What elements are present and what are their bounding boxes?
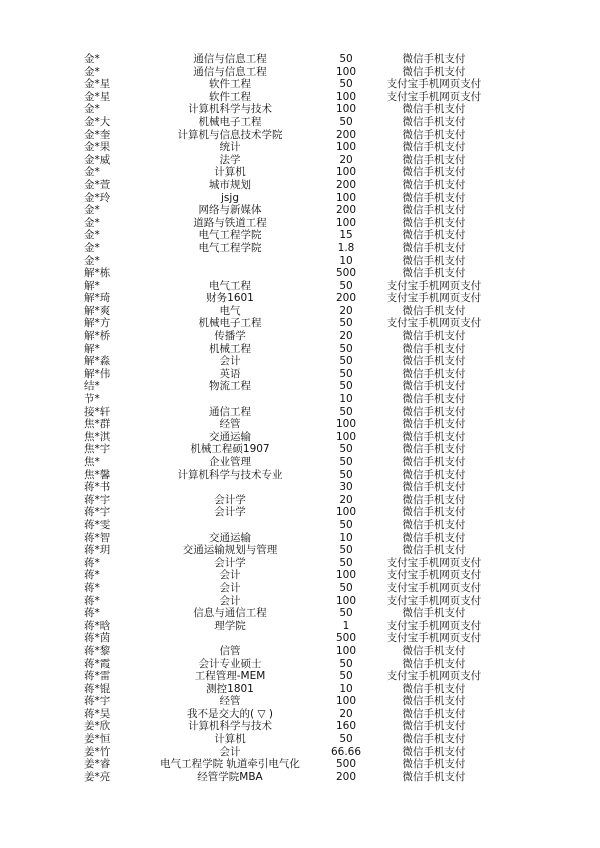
donation-amount: 100 xyxy=(335,65,357,78)
donation-amount: 20 xyxy=(339,304,353,317)
donor-name: 姜*睿 xyxy=(84,758,111,771)
donor-department: 软件工程 xyxy=(209,78,251,91)
payment-method: 微信手机支付 xyxy=(402,191,466,204)
payment-method: 支付宝手机网页支付 xyxy=(386,632,482,645)
list-row xyxy=(0,78,600,91)
list-row xyxy=(0,406,600,419)
list-row xyxy=(0,317,600,330)
donor-department: 经管 xyxy=(219,418,241,431)
payment-method: 微信手机支付 xyxy=(402,758,466,771)
donor-department: 经管 xyxy=(219,695,241,708)
donor-department: 信息与通信工程 xyxy=(193,607,267,620)
donor-department: 交通运输 xyxy=(209,430,251,443)
donor-department: 机械工程 xyxy=(209,342,251,355)
donor-department: 交通运输 xyxy=(209,531,251,544)
list-row xyxy=(0,758,600,771)
donation-amount: 10 xyxy=(339,254,353,267)
donation-amount: 100 xyxy=(335,418,357,431)
donor-name: 解*桥 xyxy=(84,330,111,343)
payment-method: 支付宝手机网页支付 xyxy=(386,670,482,683)
donor-name: 蒋* xyxy=(84,556,100,569)
donor-name: 金*玲 xyxy=(84,191,111,204)
list-row xyxy=(0,368,600,381)
donor-name: 金*大 xyxy=(84,115,111,128)
payment-method: 微信手机支付 xyxy=(402,682,466,695)
payment-method: 微信手机支付 xyxy=(402,330,466,343)
list-row xyxy=(0,129,600,142)
payment-method: 微信手机支付 xyxy=(402,153,466,166)
payment-method: 微信手机支付 xyxy=(402,481,466,494)
donation-amount: 10 xyxy=(339,393,353,406)
payment-method: 微信手机支付 xyxy=(402,443,466,456)
donation-amount: 50 xyxy=(339,581,353,594)
donor-name: 金*威 xyxy=(84,153,111,166)
donor-department: 英语 xyxy=(219,367,241,380)
list-row xyxy=(0,733,600,746)
donor-name: 金* xyxy=(84,166,100,179)
donor-name: 蒋*黎 xyxy=(84,644,111,657)
donor-name: 解* xyxy=(84,342,100,355)
payment-method: 微信手机支付 xyxy=(402,468,466,481)
list-row xyxy=(0,607,600,620)
donor-name: 金*星 xyxy=(84,78,111,91)
donor-name: 焦*馨 xyxy=(84,468,111,481)
donation-amount: 100 xyxy=(335,594,357,607)
list-row xyxy=(0,595,600,608)
list-row xyxy=(0,658,600,671)
donation-amount: 10 xyxy=(339,531,353,544)
donor-department: 电气工程学院 xyxy=(198,241,262,254)
list-row xyxy=(0,532,600,545)
donor-name: 蒋* xyxy=(84,594,100,607)
list-row xyxy=(0,695,600,708)
donor-name: 解*琦 xyxy=(84,292,111,305)
donor-department: 软件工程 xyxy=(209,90,251,103)
donor-name: 蒋*宇 xyxy=(84,493,111,506)
donation-amount: 50 xyxy=(339,456,353,468)
donor-name: 金* xyxy=(84,241,100,254)
donor-department: 机械电子工程 xyxy=(198,115,262,128)
list-row xyxy=(0,267,600,280)
donor-department: 计算机科学与技术专业 xyxy=(177,468,283,481)
donation-amount: 100 xyxy=(335,103,357,116)
payment-method: 微信手机支付 xyxy=(402,405,466,418)
payment-method: 支付宝手机网页支付 xyxy=(386,569,482,582)
payment-method: 微信手机支付 xyxy=(402,128,466,141)
donor-name: 蒋*雯 xyxy=(84,518,111,531)
payment-method: 微信手机支付 xyxy=(402,393,466,406)
donor-name: 金*果 xyxy=(84,141,111,154)
donor-department: 理学院 xyxy=(214,619,246,632)
donor-name: 解*方 xyxy=(84,317,111,330)
payment-method: 微信手机支付 xyxy=(402,733,466,746)
donor-name: 蒋* xyxy=(84,607,100,620)
payment-method: 支付宝手机网页支付 xyxy=(386,317,482,330)
donor-department: 通信工程 xyxy=(209,405,251,418)
donor-department: 城市规划 xyxy=(209,178,251,191)
donor-department: 道路与铁道工程 xyxy=(193,216,267,229)
donor-name: 解* xyxy=(84,279,100,292)
donation-amount: 30 xyxy=(339,481,353,494)
donor-name: 姜*恒 xyxy=(84,733,111,746)
list-row xyxy=(0,632,600,645)
donor-department: 交通运输规划与管理 xyxy=(182,544,278,557)
list-row xyxy=(0,481,600,494)
donor-name: 蒋*茵 xyxy=(84,632,111,645)
donor-department: 会计学 xyxy=(214,506,246,519)
donor-name: 蒋*宇 xyxy=(84,506,111,519)
payment-method: 微信手机支付 xyxy=(402,518,466,531)
list-row xyxy=(0,204,600,217)
payment-method: 微信手机支付 xyxy=(402,493,466,506)
donor-department: 会计 xyxy=(219,581,241,594)
donor-department: 计算机科学与技术 xyxy=(188,720,272,733)
list-row xyxy=(0,645,600,658)
donor-name: 蒋* xyxy=(84,581,100,594)
donor-department: 计算机 xyxy=(214,166,246,179)
donation-amount: 50 xyxy=(339,556,353,569)
donation-amount: 500 xyxy=(335,267,357,280)
donor-name: 蒋*宇 xyxy=(84,695,111,708)
donor-name: 金*萱 xyxy=(84,178,111,191)
payment-method: 微信手机支付 xyxy=(402,544,466,557)
list-row xyxy=(0,343,600,356)
list-row xyxy=(0,355,600,368)
donor-name: 蒋*书 xyxy=(84,481,111,494)
list-row xyxy=(0,229,600,242)
donor-name: 焦*群 xyxy=(84,418,111,431)
donor-department: 会计 xyxy=(219,745,241,758)
list-row xyxy=(0,280,600,293)
payment-method: 微信手机支付 xyxy=(402,657,466,670)
donor-department: 会计 xyxy=(219,569,241,582)
donor-name: 金* xyxy=(84,103,100,116)
donation-amount: 66.66 xyxy=(330,745,362,758)
donation-amount: 50 xyxy=(339,342,353,355)
payment-method: 微信手机支付 xyxy=(402,53,466,65)
list-row xyxy=(0,305,600,318)
donation-amount: 50 xyxy=(339,53,353,65)
payment-method: 微信手机支付 xyxy=(402,531,466,544)
donor-department: 会计 xyxy=(219,594,241,607)
donation-amount: 100 xyxy=(335,430,357,443)
donor-department: 会计学 xyxy=(214,556,246,569)
list-row xyxy=(0,179,600,192)
donation-amount: 50 xyxy=(339,317,353,330)
donation-amount: 100 xyxy=(335,644,357,657)
donor-department: 机械电子工程 xyxy=(198,317,262,330)
donor-department: 计算机科学与技术 xyxy=(188,103,272,116)
list-row xyxy=(0,431,600,444)
payment-method: 微信手机支付 xyxy=(402,229,466,242)
list-row xyxy=(0,443,600,456)
donation-amount: 100 xyxy=(335,90,357,103)
donor-name: 金*奎 xyxy=(84,128,111,141)
donor-department: 经管学院MBA xyxy=(197,770,263,783)
donation-amount: 50 xyxy=(339,380,353,393)
list-row xyxy=(0,53,600,66)
donation-amount: 100 xyxy=(335,569,357,582)
payment-method: 微信手机支付 xyxy=(402,342,466,355)
donor-department: 我不是交大的( ▽ ) xyxy=(187,707,273,720)
list-row xyxy=(0,708,600,721)
donation-amount: 500 xyxy=(335,758,357,771)
donor-department: 计算机与信息技术学院 xyxy=(177,128,283,141)
donor-name: 蒋* xyxy=(84,569,100,582)
donor-name: 解*淼 xyxy=(84,355,111,368)
donor-name: 金* xyxy=(84,204,100,217)
list-row xyxy=(0,166,600,179)
donation-amount: 50 xyxy=(339,355,353,368)
donation-amount: 50 xyxy=(339,443,353,456)
donation-amount: 50 xyxy=(339,279,353,292)
donation-amount: 50 xyxy=(339,670,353,683)
payment-method: 微信手机支付 xyxy=(402,304,466,317)
payment-method: 微信手机支付 xyxy=(402,267,466,280)
donation-amount: 1.8 xyxy=(337,241,355,254)
list-row xyxy=(0,469,600,482)
list-row xyxy=(0,116,600,129)
donation-amount: 200 xyxy=(335,292,357,305)
donor-department: 会计专业硕士 xyxy=(198,657,262,670)
list-row xyxy=(0,292,600,305)
payment-method: 微信手机支付 xyxy=(402,355,466,368)
donor-department: 通信与信息工程 xyxy=(193,53,267,65)
donation-amount: 50 xyxy=(339,367,353,380)
donor-department: 测控1801 xyxy=(206,682,254,695)
payment-method: 支付宝手机网页支付 xyxy=(386,279,482,292)
donor-department: 信管 xyxy=(219,644,241,657)
list-row xyxy=(0,141,600,154)
payment-method: 微信手机支付 xyxy=(402,178,466,191)
donor-department: 统计 xyxy=(219,141,241,154)
donor-department: 会计 xyxy=(219,355,241,368)
donor-name: 金* xyxy=(84,53,100,65)
donation-amount: 20 xyxy=(339,330,353,343)
donation-list xyxy=(0,53,600,783)
donor-department: 机械工程硕1907 xyxy=(190,443,270,456)
donor-department: 工程管理-MEM xyxy=(194,670,266,683)
donor-name: 蒋*锟 xyxy=(84,682,111,695)
list-row xyxy=(0,544,600,557)
donor-name: 焦*淇 xyxy=(84,430,111,443)
donor-department: 电气工程学院 xyxy=(198,229,262,242)
donor-department: 电气工程学院 轨道牵引电气化 xyxy=(160,758,300,771)
payment-method: 微信手机支付 xyxy=(402,241,466,254)
donation-amount: 100 xyxy=(335,191,357,204)
donor-department: 传播学 xyxy=(214,330,246,343)
payment-method: 支付宝手机网页支付 xyxy=(386,619,482,632)
donor-name: 焦*宇 xyxy=(84,443,111,456)
donation-amount: 50 xyxy=(339,544,353,557)
payment-method: 微信手机支付 xyxy=(402,254,466,267)
donor-name: 节* xyxy=(84,393,100,406)
donation-amount: 50 xyxy=(339,607,353,620)
donor-name: 焦* xyxy=(84,456,100,468)
donation-amount: 15 xyxy=(339,229,353,242)
donation-amount: 20 xyxy=(339,707,353,720)
payment-method: 微信手机支付 xyxy=(402,166,466,179)
list-row xyxy=(0,154,600,167)
list-row xyxy=(0,242,600,255)
donor-department: 网络与新媒体 xyxy=(198,204,262,217)
donation-amount: 10 xyxy=(339,682,353,695)
payment-method: 微信手机支付 xyxy=(402,644,466,657)
payment-method: 微信手机支付 xyxy=(402,745,466,758)
donation-amount: 200 xyxy=(335,770,357,783)
donor-department: 财务1601 xyxy=(206,292,254,305)
donation-amount: 50 xyxy=(339,468,353,481)
donation-amount: 20 xyxy=(339,153,353,166)
donor-department: 通信与信息工程 xyxy=(193,65,267,78)
donor-name: 蒋*雷 xyxy=(84,670,111,683)
donor-name: 接*轩 xyxy=(84,405,111,418)
donor-name: 金* xyxy=(84,216,100,229)
donor-name: 结* xyxy=(84,380,100,393)
payment-method: 支付宝手机网页支付 xyxy=(386,581,482,594)
donation-amount: 50 xyxy=(339,115,353,128)
list-row xyxy=(0,103,600,116)
donation-amount: 50 xyxy=(339,733,353,746)
donation-amount: 50 xyxy=(339,405,353,418)
payment-method: 微信手机支付 xyxy=(402,367,466,380)
donor-name: 金* xyxy=(84,254,100,267)
donation-amount: 100 xyxy=(335,141,357,154)
donation-amount: 50 xyxy=(339,518,353,531)
payment-method: 微信手机支付 xyxy=(402,418,466,431)
donor-name: 解*伟 xyxy=(84,367,111,380)
list-row xyxy=(0,746,600,759)
donor-name: 蒋*昊 xyxy=(84,707,111,720)
donation-amount: 50 xyxy=(339,657,353,670)
donor-name: 蒋*晗 xyxy=(84,619,111,632)
donor-name: 姜*亮 xyxy=(84,770,111,783)
payment-method: 微信手机支付 xyxy=(402,707,466,720)
donor-department: 会计学 xyxy=(214,493,246,506)
list-row xyxy=(0,670,600,683)
donor-department: 物流工程 xyxy=(209,380,251,393)
payment-method: 微信手机支付 xyxy=(402,430,466,443)
list-row xyxy=(0,393,600,406)
list-row xyxy=(0,519,600,532)
list-row xyxy=(0,771,600,784)
list-row xyxy=(0,418,600,431)
donation-amount: 1 xyxy=(342,619,350,632)
list-row xyxy=(0,720,600,733)
payment-method: 微信手机支付 xyxy=(402,141,466,154)
list-row xyxy=(0,582,600,595)
list-row xyxy=(0,569,600,582)
payment-method: 微信手机支付 xyxy=(402,506,466,519)
payment-method: 支付宝手机网页支付 xyxy=(386,78,482,91)
list-row xyxy=(0,380,600,393)
payment-method: 微信手机支付 xyxy=(402,380,466,393)
payment-method: 微信手机支付 xyxy=(402,115,466,128)
list-row xyxy=(0,66,600,79)
payment-method: 微信手机支付 xyxy=(402,216,466,229)
donation-amount: 200 xyxy=(335,178,357,191)
payment-method: 微信手机支付 xyxy=(402,65,466,78)
donor-name: 解*栋 xyxy=(84,267,111,280)
donor-name: 金* xyxy=(84,65,100,78)
donor-department: 企业管理 xyxy=(209,456,251,468)
list-row xyxy=(0,330,600,343)
donation-amount: 100 xyxy=(335,166,357,179)
list-row xyxy=(0,557,600,570)
payment-method: 微信手机支付 xyxy=(402,204,466,217)
donor-name: 解*爽 xyxy=(84,304,111,317)
list-row xyxy=(0,494,600,507)
list-row xyxy=(0,217,600,230)
donor-department: 电气 xyxy=(219,304,241,317)
donor-department: 计算机 xyxy=(214,733,246,746)
donor-name: 金* xyxy=(84,229,100,242)
donor-name: 金*星 xyxy=(84,90,111,103)
list-row xyxy=(0,255,600,268)
donation-amount: 20 xyxy=(339,493,353,506)
payment-method: 支付宝手机网页支付 xyxy=(386,594,482,607)
list-row xyxy=(0,456,600,469)
payment-method: 微信手机支付 xyxy=(402,456,466,468)
payment-method: 微信手机支付 xyxy=(402,720,466,733)
list-row xyxy=(0,620,600,633)
donor-name: 蒋*霞 xyxy=(84,657,111,670)
donor-name: 蒋*玥 xyxy=(84,544,111,557)
payment-method: 微信手机支付 xyxy=(402,103,466,116)
payment-method: 支付宝手机网页支付 xyxy=(386,292,482,305)
payment-method: 微信手机支付 xyxy=(402,695,466,708)
donor-name: 姜*欣 xyxy=(84,720,111,733)
payment-method: 微信手机支付 xyxy=(402,607,466,620)
list-row xyxy=(0,192,600,205)
donation-amount: 100 xyxy=(335,506,357,519)
list-row xyxy=(0,683,600,696)
list-row xyxy=(0,506,600,519)
donation-amount: 100 xyxy=(335,216,357,229)
payment-method: 微信手机支付 xyxy=(402,770,466,783)
donation-amount: 100 xyxy=(335,695,357,708)
donor-name: 姜*竹 xyxy=(84,745,111,758)
donation-amount: 200 xyxy=(335,128,357,141)
donor-department: 法学 xyxy=(219,153,241,166)
list-row xyxy=(0,91,600,104)
donor-name: 蒋*智 xyxy=(84,531,111,544)
donation-amount: 50 xyxy=(339,78,353,91)
donation-amount: 160 xyxy=(335,720,357,733)
donation-amount: 200 xyxy=(335,204,357,217)
payment-method: 支付宝手机网页支付 xyxy=(386,90,482,103)
payment-method: 支付宝手机网页支付 xyxy=(386,556,482,569)
donation-amount: 500 xyxy=(335,632,357,645)
donor-department: jsjg xyxy=(221,191,239,204)
donor-department: 电气工程 xyxy=(209,279,251,292)
